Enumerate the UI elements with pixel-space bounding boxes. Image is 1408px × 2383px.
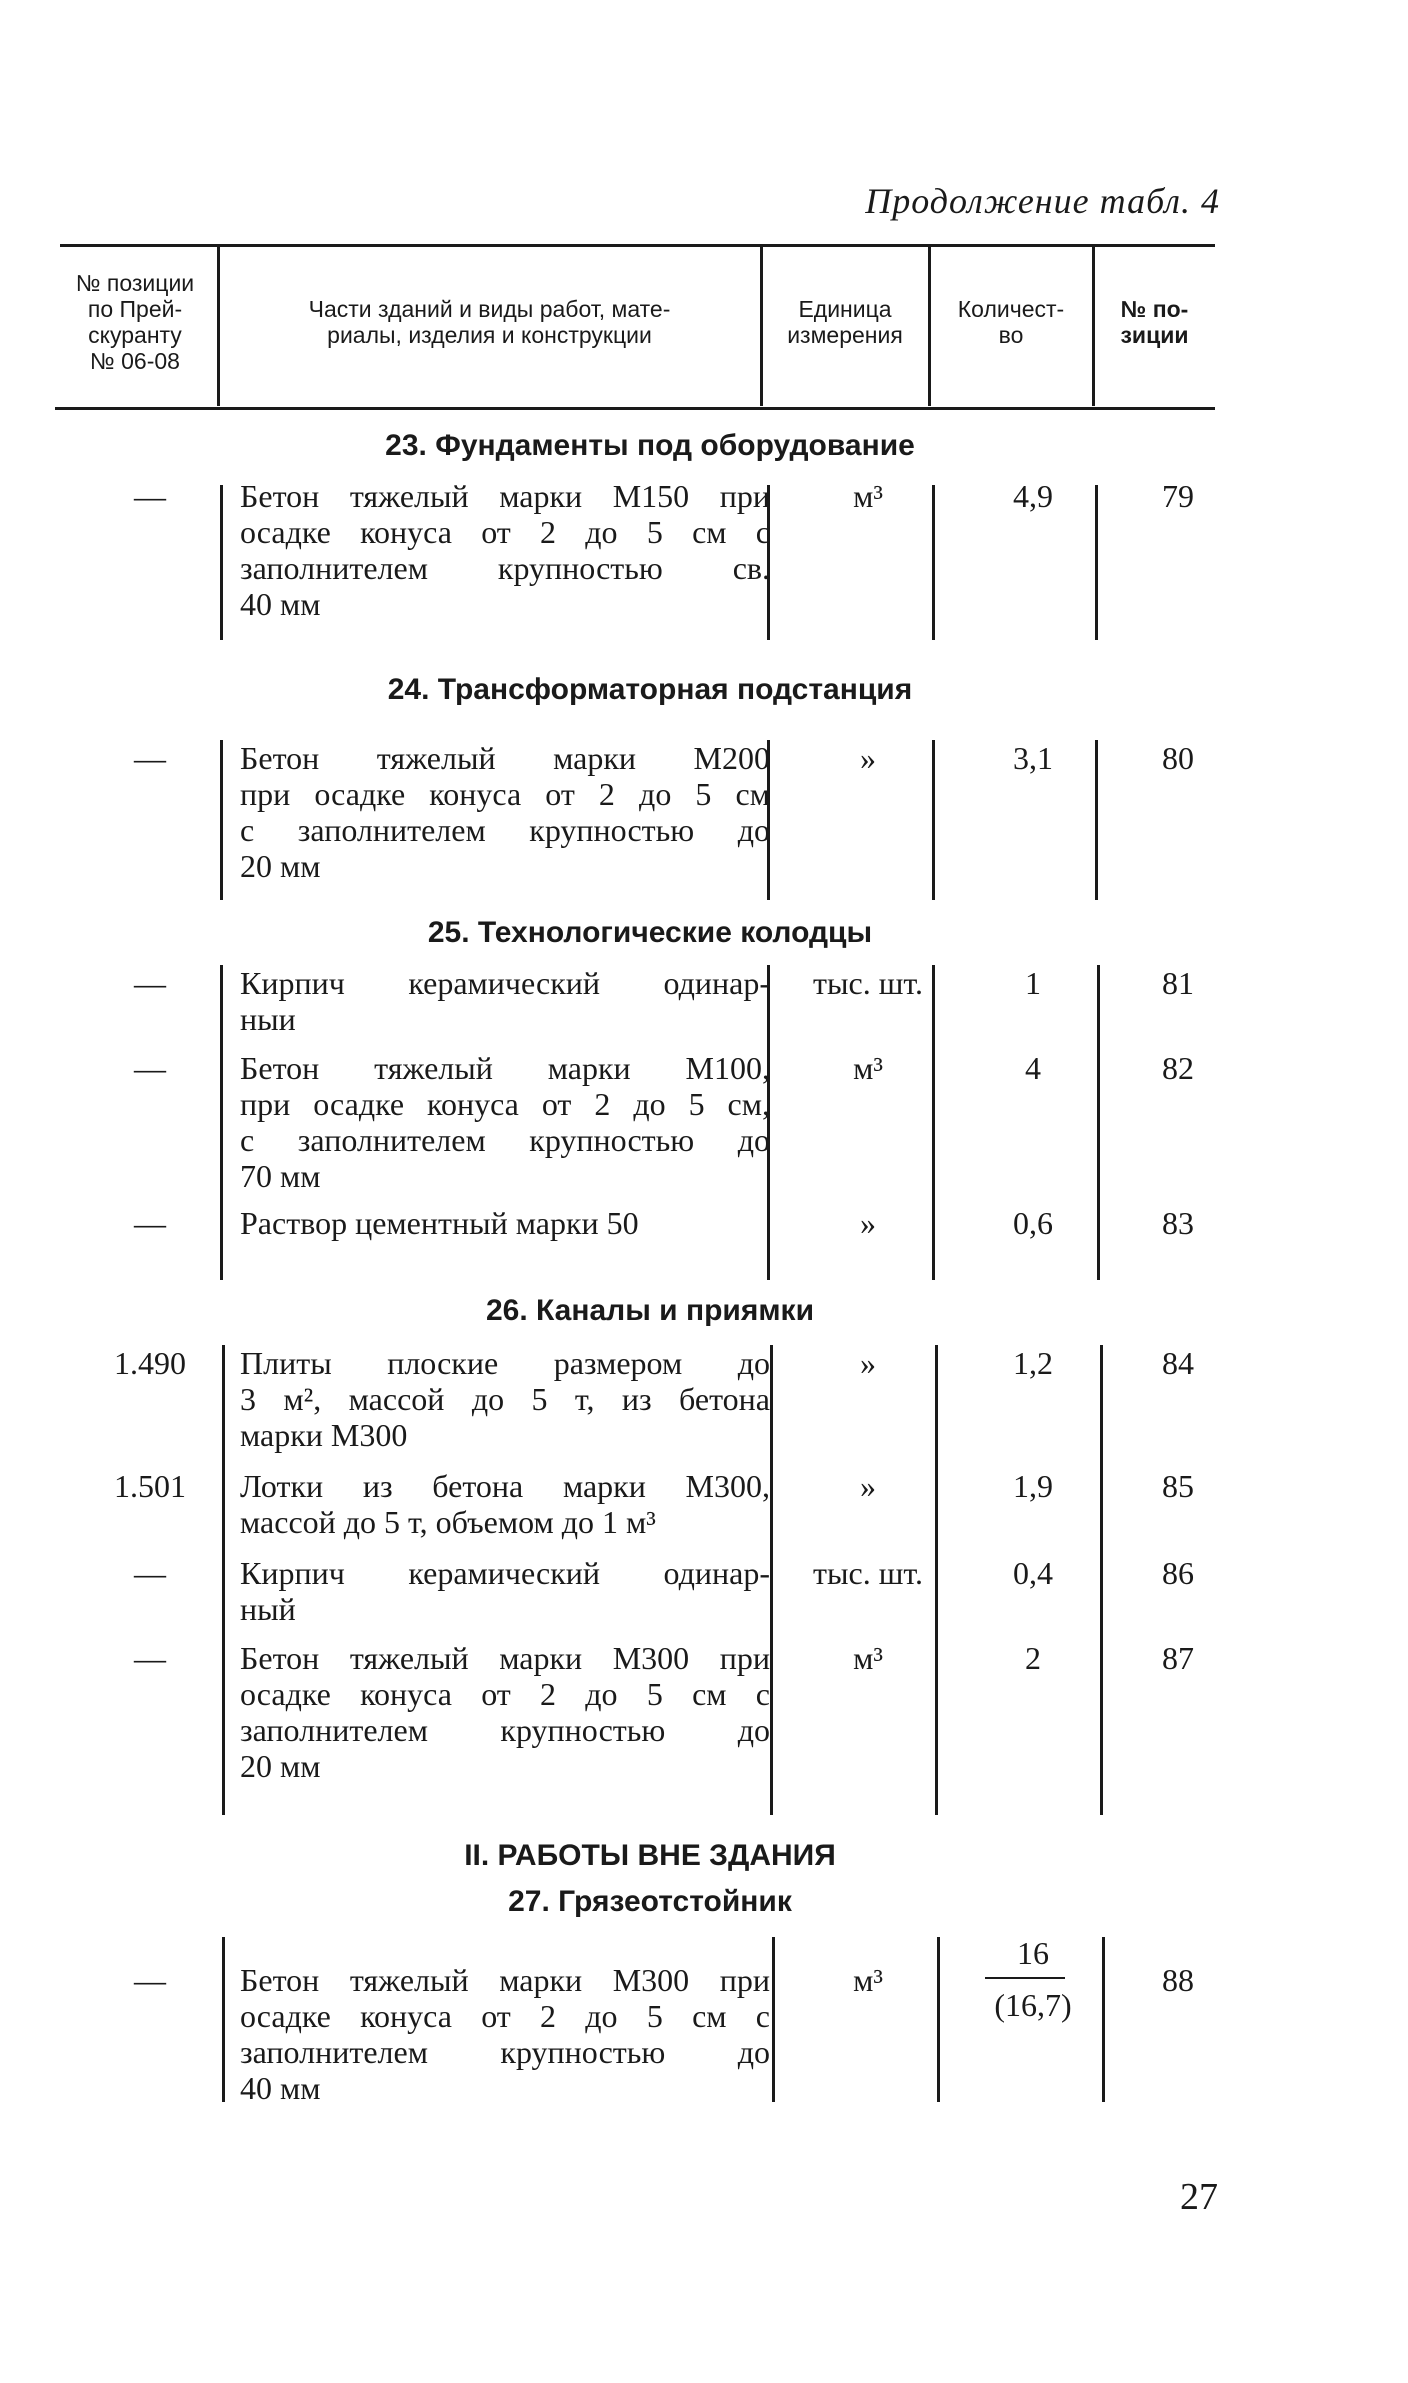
header-works-description [222,296,757,348]
row-86-code: — [134,1555,166,1591]
description-line: при осадке конуса от 2 до 5 см [240,776,770,812]
row-82-code: — [134,1050,166,1086]
description-line: 20 мм [240,1748,321,1784]
description-line: Бетон тяжелый марки М200 [240,740,770,776]
header-line: риалы, изделия и конструкции [327,322,652,348]
description-line: 70 мм [240,1158,321,1194]
row-82-quantity: 4 [1025,1050,1041,1086]
description-line: Лотки из бетона марки М300, [240,1468,770,1504]
row-86-description [240,1555,770,1627]
row-79-unit: м³ [853,478,883,514]
header-unit [765,296,925,348]
row-80-code: — [134,740,166,776]
description-line: Кирпич керамический одинар- [240,1555,770,1591]
row-88-unit: м³ [853,1962,883,1998]
header-line: во [998,322,1024,348]
description-line: заполнителем крупностью до [240,2034,770,2070]
row-87-unit: м³ [853,1640,883,1676]
description-line: ный [240,1591,296,1627]
header-position [1097,296,1212,348]
header-divider [217,246,220,406]
section-heading-24: 24. Трансформаторная подстанция [387,673,913,706]
row-86-quantity: 0,4 [1013,1555,1053,1591]
row-83-unit: » [860,1205,876,1241]
header-line: измерения [787,322,903,348]
header-pricelist-number [55,270,215,374]
column-divider [772,1937,775,2102]
row-82-unit: м³ [853,1050,883,1086]
row-88-quantity-numerator: 16 [1017,1935,1049,1971]
row-87-quantity: 2 [1025,1640,1041,1676]
header-line: по Прей- [87,296,183,322]
row-80-description [240,740,770,884]
row-85-position: 85 [1162,1468,1194,1504]
header-line: № 06-08 [90,348,180,374]
row-87-position: 87 [1162,1640,1194,1676]
row-85-code: 1.501 [114,1468,186,1504]
row-81-description [240,965,770,1037]
row-84-quantity: 1,2 [1013,1345,1053,1381]
row-88-code: — [134,1962,166,1998]
header-line: Количест- [957,296,1065,322]
row-82-position: 82 [1162,1050,1194,1086]
description-line: осадке конуса от 2 до 5 см с [240,1998,770,2034]
description-line: Бетон тяжелый марки М300 при [240,1640,770,1676]
header-top-rule [60,244,1215,247]
section-heading-23: 23. Фундаменты под оборудование [385,429,915,462]
continuation-caption: Продолжение табл. 4 [865,181,1220,221]
description-line: осадке конуса от 2 до 5 см с [240,1676,770,1712]
row-83-code: — [134,1205,166,1241]
description-line: 40 мм [240,586,321,622]
description-line: 40 мм [240,2070,321,2106]
row-88-position: 88 [1162,1962,1194,1998]
description-line: 3 м², массой до 5 т, из бетона [240,1381,770,1417]
row-86-position: 86 [1162,1555,1194,1591]
row-82-description [240,1050,770,1194]
row-87-description [240,1640,770,1784]
row-84-unit: » [860,1345,876,1381]
row-83-description [240,1205,770,1241]
row-79-description [240,478,770,622]
description-line: Раствор цементный марки 50 [240,1205,639,1241]
description-line: с заполнителем крупностью до [240,812,770,848]
row-86-unit: тыс. шт. [813,1555,923,1591]
header-divider [760,246,763,406]
row-83-quantity: 0,6 [1013,1205,1053,1241]
description-line: 20 мм [240,848,321,884]
row-81-quantity: 1 [1025,965,1041,1001]
part-heading-outside-works: II. РАБОТЫ ВНЕ ЗДАНИЯ [464,1839,836,1872]
row-79-code: — [134,478,166,514]
column-divider [770,1345,773,1815]
header-line: зиции [1120,322,1189,348]
description-line: заполнителем крупностью св. [240,550,770,586]
row-85-description [240,1468,770,1540]
header-line: скуранту [88,322,182,348]
fraction-bar [985,1977,1065,1979]
description-line: Плиты плоские размером до [240,1345,770,1381]
row-81-unit: тыс. шт. [813,965,923,1001]
header-line: № по- [1120,296,1189,322]
header-line: Части зданий и виды работ, мате- [308,296,671,322]
section-heading-27: 27. Грязеотстойник [508,1885,792,1918]
row-80-quantity: 3,1 [1013,740,1053,776]
description-line: Кирпич керамический одинар- [240,965,770,1001]
header-divider [1092,246,1095,406]
section-heading-26: 26. Каналы и приямки [485,1294,815,1327]
description-line: ныи [240,1001,296,1037]
row-85-quantity: 1,9 [1013,1468,1053,1504]
row-84-position: 84 [1162,1345,1194,1381]
header-line: Единица [798,296,892,322]
row-79-quantity: 4,9 [1013,478,1053,514]
description-line: Бетон тяжелый марки М100, [240,1050,770,1086]
header-divider [928,246,931,406]
row-85-unit: » [860,1468,876,1504]
row-83-position: 83 [1162,1205,1194,1241]
description-line: Бетон тяжелый марки М300 при [240,1962,770,1998]
row-81-code: — [134,965,166,1001]
row-84-code: 1.490 [114,1345,186,1381]
page-number: 27 [1180,2176,1218,2218]
row-88-quantity-denominator: (16,7) [994,1987,1072,2023]
description-line: заполнителем крупностью до [240,1712,770,1748]
description-line: осадке конуса от 2 до 5 см с [240,514,770,550]
description-line: марки М300 [240,1417,408,1453]
row-88-description [240,1962,770,2106]
description-line: с заполнителем крупностью до [240,1122,770,1158]
header-line: № позиции [75,270,195,296]
row-87-code: — [134,1640,166,1676]
row-79-position: 79 [1162,478,1194,514]
description-line: массой до 5 т, объемом до 1 м³ [240,1504,656,1540]
row-80-position: 80 [1162,740,1194,776]
row-81-position: 81 [1162,965,1194,1001]
section-heading-25: 25. Технологические колодцы [427,916,873,949]
header-bottom-rule [55,407,1215,410]
description-line: Бетон тяжелый марки М150 при [240,478,770,514]
description-line: при осадке конуса от 2 до 5 см, [240,1086,770,1122]
row-80-unit: » [860,740,876,776]
header-quantity [933,296,1089,348]
row-84-description [240,1345,770,1453]
